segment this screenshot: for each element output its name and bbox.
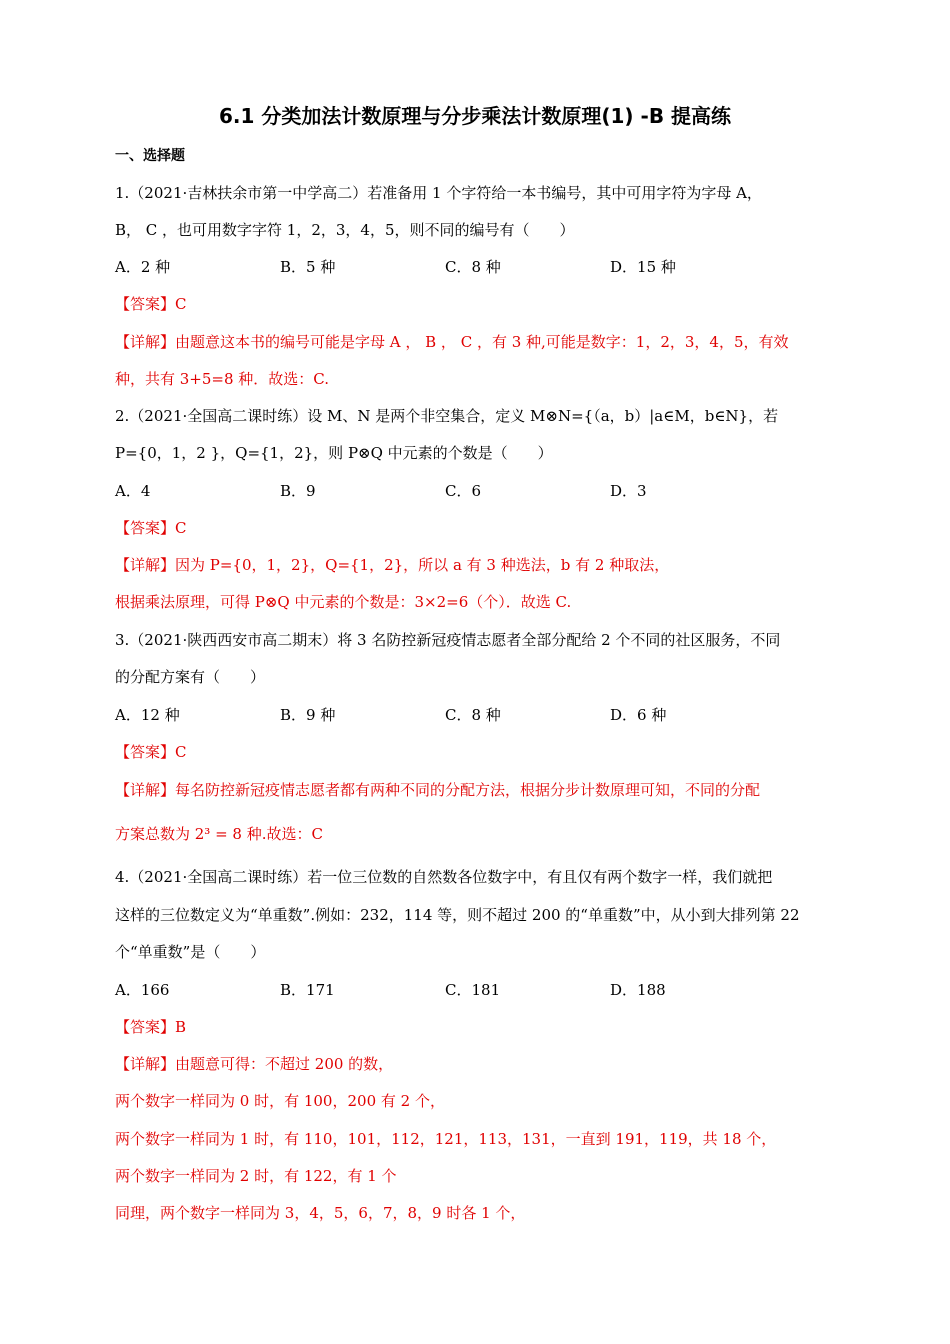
q4-stem-line-2: 这样的三位数定义为“单重数”.例如：232，114 等，则不超过 200 的“单重数”中，从小到大排列第 22 <box>115 906 800 924</box>
q3-detail-line-2: 方案总数为 2³ = 8 种.故选：C <box>115 825 323 843</box>
q1-stem-line-2: B， C ，也可用数字字符 1，2，3，4，5，则不同的编号有（ ） <box>115 221 575 239</box>
q1-answer: 【答案】C <box>115 295 187 313</box>
q2-answer: 【答案】C <box>115 519 187 537</box>
q1-option-a: A．2 种 <box>115 258 171 276</box>
q2-detail-line-2: 根据乘法原理，可得 P⊗Q 中元素的个数是：3×2=6（个）．故选 C. <box>115 593 572 611</box>
q2-option-b: B．9 <box>280 482 316 500</box>
q4-answer: 【答案】B <box>115 1018 187 1036</box>
q1-option-d: D．15 种 <box>610 258 676 276</box>
q1-detail-line-1: 【详解】由题意这本书的编号可能是字母 A ， B ， C ，有 3 种,可能是数字：1，2，3，4，5，有效 <box>115 333 789 351</box>
q2-stem-line-1: 2.（2021·全国高二课时练）设 M、N 是两个非空集合，定义 M⊗N={（a，b）|a∈M，b∈N}，若 <box>115 407 779 425</box>
q4-detail-line-2: 两个数字一样同为 0 时，有 100，200 有 2 个， <box>115 1092 445 1110</box>
q4-option-b: B．171 <box>280 981 335 999</box>
q1-detail-line-2: 种，共有 3+5=8 种．故选：C. <box>115 370 330 388</box>
q4-option-a: A．166 <box>115 981 170 999</box>
q4-stem-line-3: 个“单重数”是（ ） <box>115 943 266 961</box>
q4-stem-line-1: 4.（2021·全国高二课时练）若一位三位数的自然数各位数字中，有且仅有两个数字一样，我们就把 <box>115 868 773 886</box>
q2-option-c: C．6 <box>445 482 482 500</box>
q4-detail-line-4: 两个数字一样同为 2 时，有 122，有 1 个 <box>115 1167 397 1185</box>
q1-option-c: C．8 种 <box>445 258 501 276</box>
q4-option-d: D．188 <box>610 981 666 999</box>
q3-option-d: D．6 种 <box>610 706 667 724</box>
q3-stem-line-1: 3.（2021·陕西西安市高二期末）将 3 名防控新冠疫情志愿者全部分配给 2 个不同的社区服务，不同 <box>115 631 781 649</box>
q4-option-c: C．181 <box>445 981 501 999</box>
q2-detail-line-1: 【详解】因为 P={0，1，2}，Q={1，2}，所以 a 有 3 种选法，b 有 2 种取法， <box>115 556 670 574</box>
q1-stem-line-1: 1.（2021·吉林扶余市第一中学高二）若准备用 1 个字符给一本书编号，其中可用字符为字母 A， <box>115 184 762 202</box>
q3-option-b: B．9 种 <box>280 706 336 724</box>
q2-option-a: A．4 <box>115 482 151 500</box>
q1-option-b: B．5 种 <box>280 258 336 276</box>
section-heading: 一、选择题 <box>115 148 185 164</box>
page-title: 6.1 分类加法计数原理与分步乘法计数原理(1) -B 提高练 <box>218 104 732 128</box>
q4-detail-line-5: 同理，两个数字一样同为 3，4，5，6，7，8，9 时各 1 个， <box>115 1204 526 1222</box>
q2-stem-line-2: P={0，1，2 }，Q={1，2}，则 P⊗Q 中元素的个数是（ ） <box>115 444 553 462</box>
q3-answer: 【答案】C <box>115 743 187 761</box>
q3-option-a: A．12 种 <box>115 706 180 724</box>
q3-detail-line-1: 【详解】每名防控新冠疫情志愿者都有两种不同的分配方法，根据分步计数原理可知，不同的分配 <box>115 781 761 799</box>
q3-stem-line-2: 的分配方案有（ ） <box>115 668 266 686</box>
q4-detail-line-1: 【详解】由题意可得：不超过 200 的数， <box>115 1055 394 1073</box>
q2-option-d: D．3 <box>610 482 647 500</box>
q3-option-c: C．8 种 <box>445 706 501 724</box>
q4-detail-line-3: 两个数字一样同为 1 时，有 110，101，112，121，113，131，一直到 191，119，共 18 个， <box>115 1130 777 1148</box>
